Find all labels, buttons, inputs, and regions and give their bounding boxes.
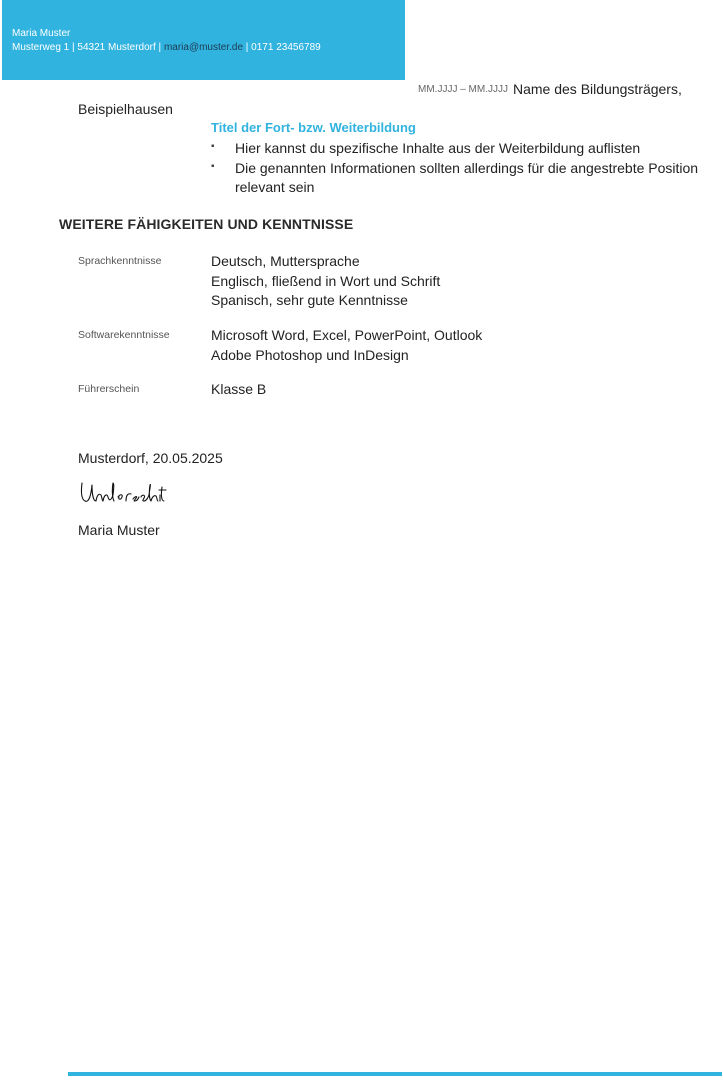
education-dates: MM.JJJJ – MM.JJJJ bbox=[418, 84, 508, 95]
education-city: Beispielhausen bbox=[78, 101, 173, 117]
skill-label: Softwarekenntnisse bbox=[78, 329, 170, 341]
email-link[interactable]: maria@muster.de bbox=[163, 42, 244, 53]
education-institution: Name des Bildungsträgers, bbox=[513, 81, 682, 97]
list-item bbox=[211, 159, 706, 198]
education-title: Titel der Fort- bzw. Weiterbildung bbox=[211, 120, 416, 135]
skill-values bbox=[211, 380, 266, 400]
skill-values bbox=[211, 326, 482, 365]
phone-text: | 0171 23456789 bbox=[243, 42, 321, 53]
skill-value: Adobe Photoshop und InDesign bbox=[211, 346, 409, 363]
skill-value: Englisch, fließend in Wort und Schrift bbox=[211, 272, 441, 289]
place-and-date: Musterdorf, 20.05.2025 bbox=[78, 450, 223, 466]
section-heading-skills: WEITERE FÄHIGKEITEN UND KENNTNISSE bbox=[59, 216, 354, 232]
header-bar bbox=[2, 0, 405, 80]
skill-value: Microsoft Word, Excel, PowerPoint, Outlook bbox=[211, 327, 483, 343]
skill-label: Sprachkenntnisse bbox=[78, 255, 162, 267]
skill-value: Deutsch, Muttersprache bbox=[211, 253, 360, 269]
signature-name: Maria Muster bbox=[78, 522, 160, 538]
square-bullet-icon: ▪ bbox=[211, 141, 215, 152]
handwritten-signature bbox=[78, 477, 168, 509]
applicant-name: Maria Muster bbox=[12, 28, 71, 39]
address-text: Musterweg 1 | 54321 Musterdorf | bbox=[12, 42, 164, 53]
skill-value: Spanisch, sehr gute Kenntnisse bbox=[211, 292, 408, 308]
bullet-text: Die genannten Informationen sollten allerdings für die angestrebte Position relevant sein bbox=[235, 159, 699, 195]
education-bullet-list bbox=[211, 139, 706, 198]
footer-accent-line bbox=[68, 1072, 722, 1076]
square-bullet-icon: ▪ bbox=[211, 160, 215, 172]
skill-values bbox=[211, 252, 440, 311]
list-item bbox=[211, 139, 706, 159]
contact-line bbox=[12, 42, 321, 53]
bullet-text: Hier kannst du spezifische Inhalte aus der Weiterbildung auflisten bbox=[235, 140, 641, 156]
skill-value: Klasse B bbox=[211, 381, 267, 397]
skill-label: Führerschein bbox=[78, 383, 140, 395]
